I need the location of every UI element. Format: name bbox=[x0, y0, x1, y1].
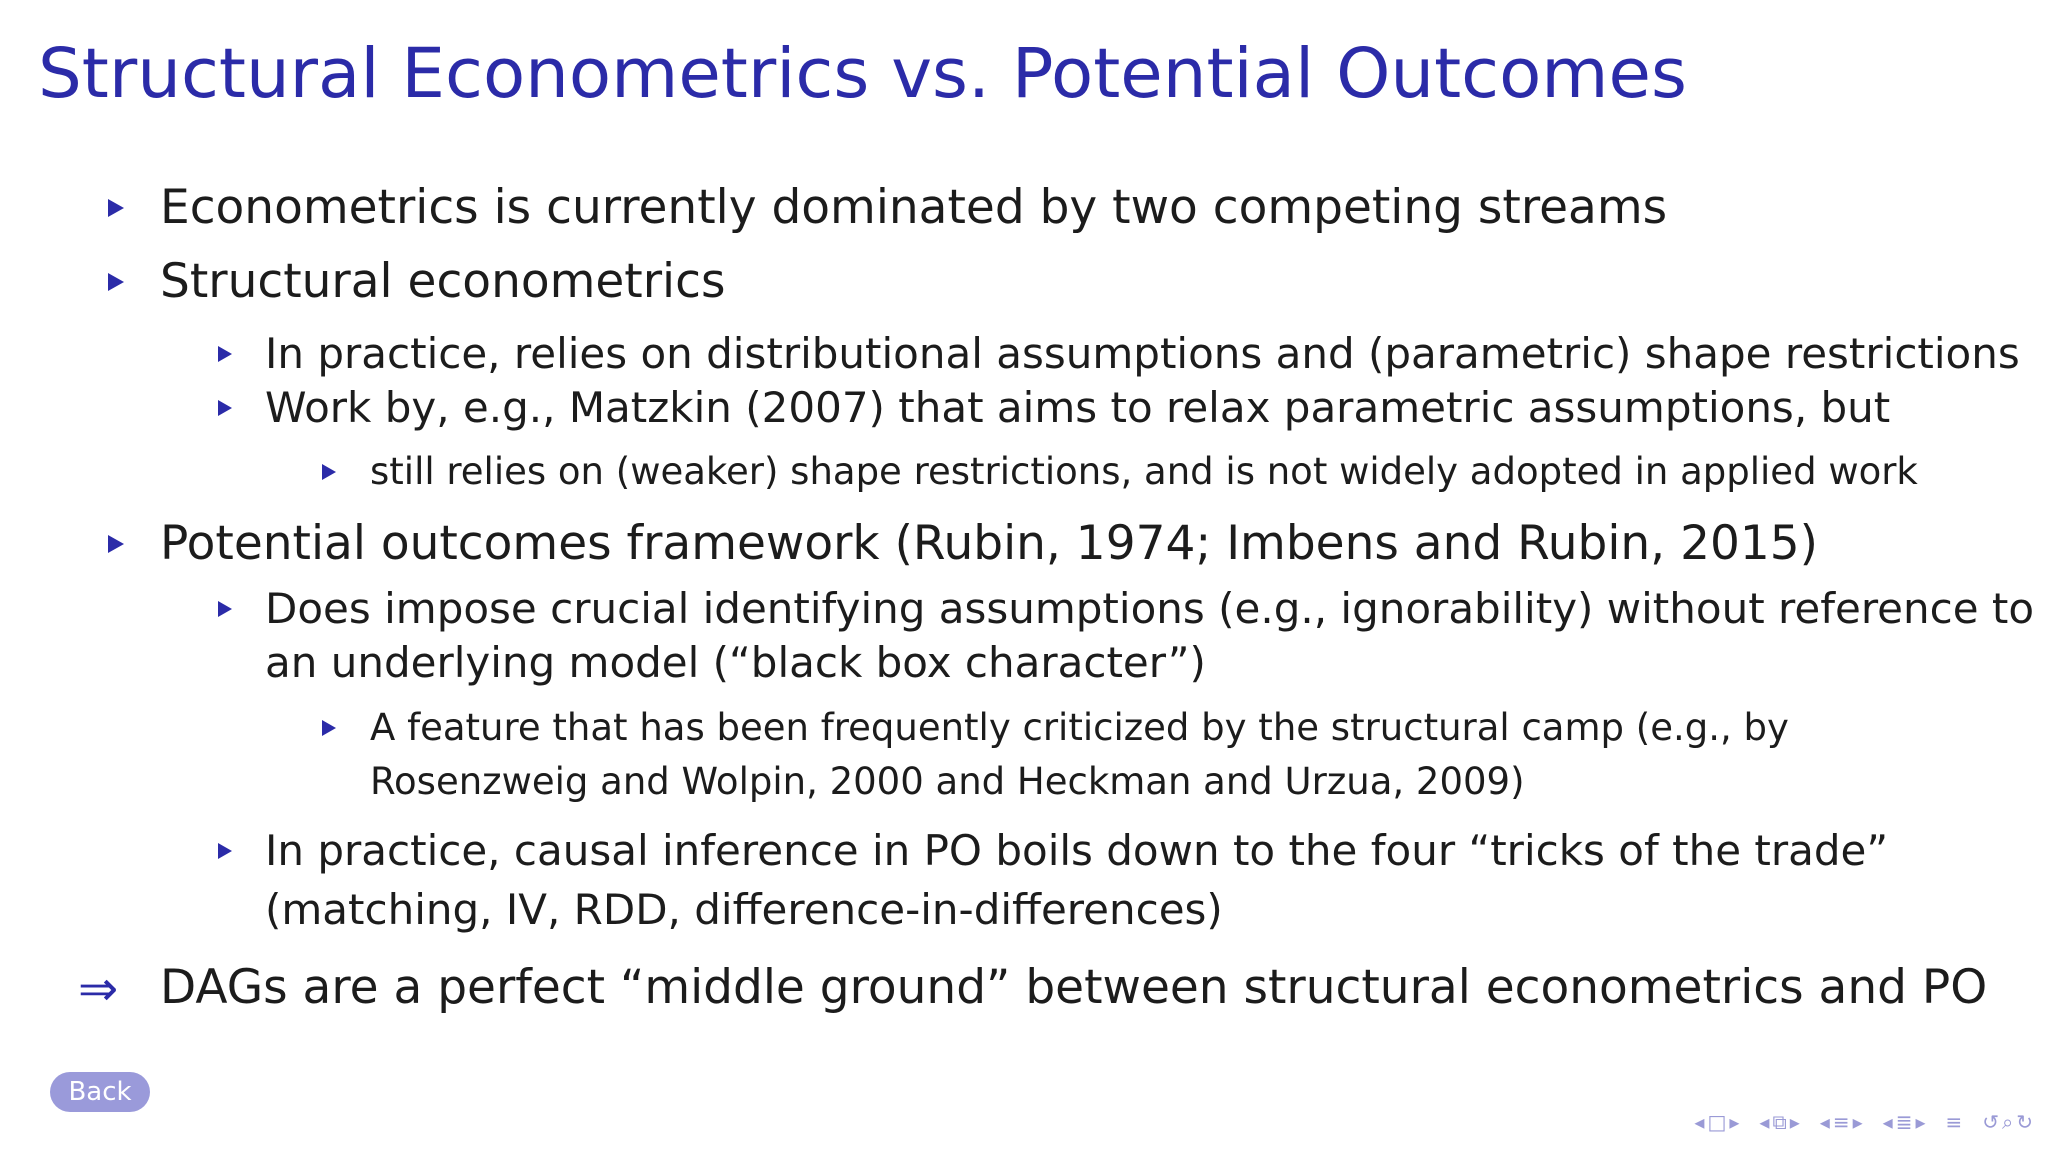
bullet-text: Work by, e.g., Matzkin (2007) that aims to relax parametric assumptions, but bbox=[265, 383, 1891, 432]
bullet-text-continued: (matching, IV, RDD, difference-in-differences) bbox=[265, 885, 1223, 934]
bullet-text: In practice, relies on distributional assumptions and (parametric) shape restrictions bbox=[265, 329, 2020, 378]
subsection-nav bbox=[1759, 1112, 1799, 1132]
bullet-text: still relies on (weaker) shape restrictions, and is not widely adopted in applied work bbox=[370, 450, 1918, 493]
part-nav bbox=[1883, 1112, 1926, 1132]
bullet-marker-icon bbox=[218, 400, 232, 416]
frame-icon[interactable]: □ bbox=[1707, 1110, 1727, 1134]
bullet-text: In practice, causal inference in PO boils down to the four “tricks of the trade” bbox=[265, 826, 1889, 875]
subsection-icon[interactable]: ⧉ bbox=[1772, 1110, 1787, 1134]
frame-next-icon[interactable]: ▸ bbox=[1729, 1110, 1740, 1134]
document-icon[interactable]: ≡ bbox=[1945, 1110, 1963, 1134]
bullet-marker-icon bbox=[108, 273, 124, 291]
section-nav bbox=[1820, 1112, 1863, 1132]
part-prev-icon[interactable]: ◂ bbox=[1882, 1110, 1893, 1134]
navigation-bar bbox=[1694, 1112, 2033, 1132]
bullet-text: Does impose crucial identifying assumptions (e.g., ignorability) without reference to bbox=[265, 584, 2035, 633]
slide-title: Structural Econometrics vs. Potential Outcomes bbox=[38, 34, 1687, 114]
bullet-marker-icon bbox=[108, 199, 124, 217]
bullet-marker-icon bbox=[108, 535, 124, 553]
document-nav bbox=[1946, 1112, 1963, 1132]
redo-icon[interactable]: ↻ bbox=[2016, 1110, 2033, 1134]
bullet-text: Potential outcomes framework (Rubin, 1974; Imbens and Rubin, 2015) bbox=[160, 516, 1819, 571]
subsection-prev-icon[interactable]: ◂ bbox=[1759, 1110, 1770, 1134]
bullet-text: Econometrics is currently dominated by two competing streams bbox=[160, 180, 1668, 235]
undo-icon[interactable]: ↺ bbox=[1982, 1110, 2000, 1134]
subsection-next-icon[interactable]: ▸ bbox=[1789, 1110, 1800, 1134]
section-prev-icon[interactable]: ◂ bbox=[1819, 1110, 1830, 1134]
search-icon[interactable]: ⌕ bbox=[2002, 1110, 2014, 1134]
bullet-text: A feature that has been frequently criticized by the structural camp (e.g., by bbox=[370, 706, 1789, 749]
bullet-marker-icon bbox=[322, 464, 336, 480]
bullet-text-continued: Rosenzweig and Wolpin, 2000 and Heckman and Urzua, 2009) bbox=[370, 760, 1525, 803]
bullet-text: Structural econometrics bbox=[160, 254, 726, 309]
bullet-marker-icon bbox=[218, 346, 232, 362]
part-icon[interactable]: ≣ bbox=[1895, 1110, 1913, 1134]
search-nav bbox=[1982, 1112, 2033, 1132]
implies-icon: ⇒ bbox=[78, 961, 119, 1017]
bullet-marker-icon bbox=[218, 843, 232, 859]
bullet-text-continued: an underlying model (“black box character”) bbox=[265, 638, 1206, 687]
frame-prev-icon[interactable]: ◂ bbox=[1694, 1110, 1705, 1134]
section-icon[interactable]: ≡ bbox=[1832, 1110, 1850, 1134]
frame-nav bbox=[1694, 1112, 1739, 1132]
bullet-marker-icon bbox=[322, 720, 336, 736]
back-button[interactable]: Back bbox=[50, 1072, 150, 1112]
conclusion-text: DAGs are a perfect “middle ground” between structural econometrics and PO bbox=[160, 960, 1988, 1015]
part-next-icon[interactable]: ▸ bbox=[1915, 1110, 1926, 1134]
bullet-marker-icon bbox=[218, 601, 232, 617]
section-next-icon[interactable]: ▸ bbox=[1852, 1110, 1863, 1134]
